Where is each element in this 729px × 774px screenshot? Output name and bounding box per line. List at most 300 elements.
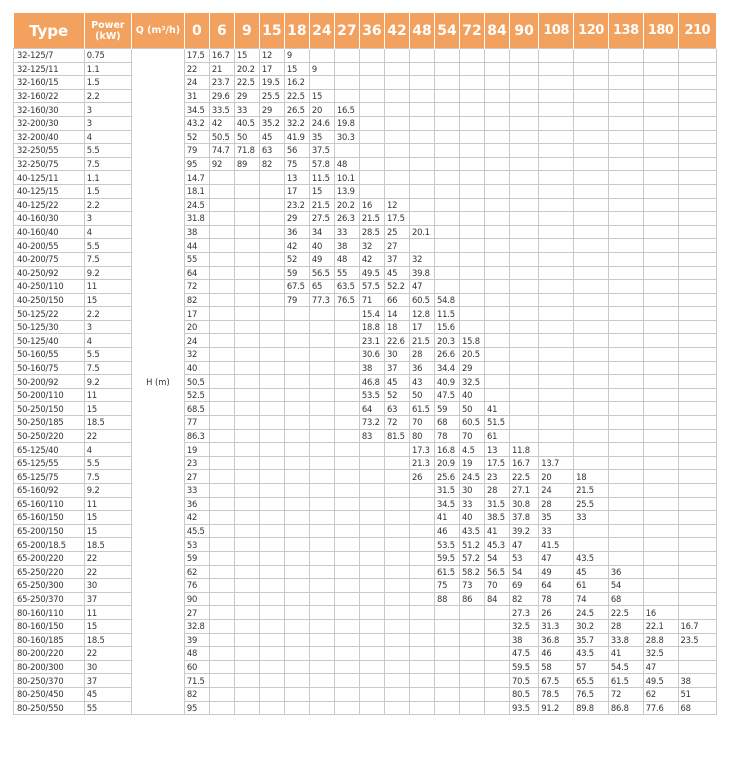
head-value-cell: 78.5 [539,687,574,701]
head-value-cell [574,320,609,334]
head-value-cell: 57.5 [359,280,384,294]
head-value-cell [284,416,309,430]
head-value-cell [259,388,284,402]
flow-rate-header: 90 [510,13,539,49]
head-value-cell [409,660,434,674]
head-value-cell: 33 [539,524,574,538]
head-value-cell [608,497,643,511]
head-value-cell [608,49,643,63]
head-value-cell [574,184,609,198]
head-value-cell: 43.2 [184,116,209,130]
power-cell: 7.5 [84,470,131,484]
head-value-cell: 44 [184,239,209,253]
table-row [14,687,717,701]
head-value-cell: 82 [259,157,284,171]
head-value-cell: 47.5 [510,647,539,661]
head-value-cell [539,130,574,144]
head-value-cell [284,538,309,552]
head-value-cell [459,116,484,130]
head-value-cell [574,89,609,103]
head-value-cell: 70.5 [510,674,539,688]
head-value-cell [643,130,678,144]
head-value-cell [485,266,510,280]
head-value-cell [209,388,234,402]
head-value-cell [259,293,284,307]
head-value-cell: 56.5 [309,266,334,280]
head-value-cell [334,551,359,565]
head-value-cell [574,334,609,348]
power-cell: 11 [84,388,131,402]
head-value-cell: 40 [309,239,334,253]
head-value-cell [234,484,259,498]
head-value-cell: 54 [510,565,539,579]
head-value-cell: 50.5 [184,375,209,389]
head-value-cell: 11.8 [510,443,539,457]
head-value-cell [209,402,234,416]
head-value-cell [209,266,234,280]
table-row [14,484,717,498]
head-value-cell [485,280,510,294]
head-value-cell [434,184,459,198]
head-value-cell [459,184,484,198]
head-value-cell [384,619,409,633]
head-value-cell: 26 [409,470,434,484]
head-value-cell: 61.5 [434,565,459,579]
head-value-cell [643,89,678,103]
power-cell: 22 [84,551,131,565]
head-value-cell: 12 [259,49,284,63]
head-value-cell [284,443,309,457]
head-value-cell [384,49,409,63]
head-value-cell: 27 [184,470,209,484]
head-value-cell [259,252,284,266]
head-value-cell [643,511,678,525]
head-value-cell [234,388,259,402]
head-value-cell [384,443,409,457]
head-value-cell [259,402,284,416]
head-value-cell: 9 [309,62,334,76]
head-value-cell [459,171,484,185]
table-row [14,198,717,212]
head-value-cell [284,579,309,593]
head-value-cell: 31.3 [539,619,574,633]
head-value-cell: 92 [209,157,234,171]
head-value-cell [359,579,384,593]
head-value-cell: 16.5 [334,103,359,117]
head-value-cell: 54 [608,579,643,593]
head-value-cell: 38 [184,225,209,239]
head-value-cell [434,701,459,715]
head-value-cell [643,320,678,334]
head-value-cell: 48 [184,647,209,661]
head-value-cell [284,361,309,375]
power-cell: 22 [84,429,131,443]
pump-type-cell: 32-200/40 [14,130,85,144]
head-value-cell [209,551,234,565]
pump-type-cell: 40-200/75 [14,252,85,266]
head-value-cell: 57.8 [309,157,334,171]
head-value-cell [409,484,434,498]
head-value-cell [678,592,716,606]
head-value-cell: 50 [409,388,434,402]
head-value-cell: 27.3 [510,606,539,620]
head-value-cell: 22.5 [234,76,259,90]
head-value-cell [334,62,359,76]
head-value-cell [309,307,334,321]
head-value-cell: 54.5 [608,660,643,674]
head-value-cell: 4.5 [459,443,484,457]
head-value-cell [209,252,234,266]
head-value-cell [539,76,574,90]
table-body [14,49,717,715]
head-value-cell: 22.5 [284,89,309,103]
head-value-cell: 20.9 [434,456,459,470]
head-value-cell [485,49,510,63]
head-value-cell: 26.5 [284,103,309,117]
head-value-cell [643,116,678,130]
pump-type-cell: 32-125/7 [14,49,85,63]
head-value-cell: 39 [184,633,209,647]
head-value-cell [209,456,234,470]
head-value-cell [359,470,384,484]
head-value-cell: 47.5 [434,388,459,402]
head-value-cell [359,484,384,498]
pump-type-cell: 80-250/550 [14,701,85,715]
head-value-cell [284,484,309,498]
power-cell: 2.2 [84,89,131,103]
head-value-cell [359,633,384,647]
head-value-cell [485,252,510,266]
head-value-cell [309,49,334,63]
head-value-cell: 48 [334,157,359,171]
head-value-cell: 16 [643,606,678,620]
head-value-cell [678,429,716,443]
table-row [14,184,717,198]
head-value-cell [409,89,434,103]
head-value-cell: 47 [510,538,539,552]
head-value-cell [574,375,609,389]
head-value-cell [539,49,574,63]
head-value-cell [510,416,539,430]
head-value-cell [539,239,574,253]
head-value-cell: 19 [459,456,484,470]
head-value-cell: 22.1 [643,619,678,633]
head-value-cell [409,701,434,715]
head-value-cell [608,456,643,470]
head-value-cell [678,388,716,402]
head-value-cell [284,701,309,715]
pump-type-cell: 50-125/30 [14,320,85,334]
head-value-cell: 35.2 [259,116,284,130]
pump-type-cell: 65-250/370 [14,592,85,606]
head-value-cell [334,606,359,620]
table-row [14,388,717,402]
head-value-cell [608,524,643,538]
head-value-cell [574,280,609,294]
head-value-cell [384,701,409,715]
head-value-cell [359,551,384,565]
head-value-cell [485,361,510,375]
head-value-cell: 16.7 [209,49,234,63]
pump-type-cell: 65-200/150 [14,524,85,538]
head-value-cell [434,674,459,688]
head-value-cell [678,538,716,552]
head-value-cell: 86.3 [184,429,209,443]
head-value-cell [459,280,484,294]
table-row [14,660,717,674]
head-value-cell: 66 [384,293,409,307]
head-value-cell [608,130,643,144]
head-value-cell [284,633,309,647]
head-value-cell [608,103,643,117]
head-value-cell [359,144,384,158]
head-value-cell [334,443,359,457]
head-value-cell [485,198,510,212]
head-value-cell: 51 [678,687,716,701]
head-value-cell [359,62,384,76]
head-value-cell [643,524,678,538]
head-value-cell [574,76,609,90]
head-value-cell: 21.5 [359,212,384,226]
pump-type-cell: 80-160/110 [14,606,85,620]
head-value-cell [678,103,716,117]
head-value-cell [608,184,643,198]
head-value-cell: 37.8 [510,511,539,525]
head-value-cell [409,592,434,606]
head-value-cell [309,388,334,402]
pump-type-cell: 50-160/75 [14,361,85,375]
head-value-cell: 78 [434,429,459,443]
power-cell: 18.5 [84,538,131,552]
power-cell: 9.2 [84,375,131,389]
head-value-cell [384,551,409,565]
head-value-cell [209,524,234,538]
power-cell: 55 [84,701,131,715]
head-value-cell [209,701,234,715]
head-value-cell: 71 [359,293,384,307]
flow-rate-header: 120 [574,13,609,49]
head-value-cell [209,280,234,294]
head-value-cell: 53.5 [359,388,384,402]
head-value-cell: 20.2 [334,198,359,212]
head-value-cell [334,701,359,715]
head-value-cell [209,592,234,606]
head-value-cell [459,701,484,715]
head-value-cell [678,239,716,253]
head-value-cell: 64 [539,579,574,593]
head-value-cell [574,348,609,362]
head-value-cell [678,212,716,226]
head-value-cell [384,674,409,688]
head-value-cell [539,212,574,226]
head-value-cell [234,293,259,307]
head-value-cell [359,456,384,470]
pump-type-cell: 65-160/92 [14,484,85,498]
head-value-cell: 59.5 [510,660,539,674]
table-row [14,348,717,362]
head-value-cell: 75 [284,157,309,171]
power-cell: 3 [84,103,131,117]
head-value-cell [309,497,334,511]
power-cell: 1.1 [84,171,131,185]
head-value-cell [485,674,510,688]
head-value-cell [434,62,459,76]
table-row [14,293,717,307]
head-value-cell: 24.5 [459,470,484,484]
head-value-cell [284,402,309,416]
head-value-cell [485,687,510,701]
head-value-cell [678,606,716,620]
head-value-cell [234,579,259,593]
head-value-cell [678,416,716,430]
head-value-cell: 77 [184,416,209,430]
head-value-cell: 37 [384,252,409,266]
head-value-cell: 45.3 [485,538,510,552]
head-value-cell [409,49,434,63]
head-value-cell [539,320,574,334]
head-value-cell [608,361,643,375]
head-value-cell [309,701,334,715]
head-value-cell: 56 [284,144,309,158]
head-value-cell [259,239,284,253]
head-value-cell: 45 [574,565,609,579]
head-value-cell [409,565,434,579]
head-value-cell [539,280,574,294]
head-value-cell [608,402,643,416]
head-value-cell [678,280,716,294]
head-value-cell: 61 [485,429,510,443]
head-value-cell [409,619,434,633]
head-value-cell [643,470,678,484]
head-value-cell: 47 [539,551,574,565]
head-value-cell [259,375,284,389]
head-value-cell [485,225,510,239]
head-value-cell: 11.5 [309,171,334,185]
head-value-cell: 21.5 [409,334,434,348]
head-value-cell [309,660,334,674]
head-value-cell: 20 [539,470,574,484]
head-value-cell [459,225,484,239]
head-value-cell: 41 [434,511,459,525]
head-value-cell [409,579,434,593]
head-value-cell [209,416,234,430]
head-value-cell: 61.5 [409,402,434,416]
head-value-cell [643,443,678,457]
head-value-cell [459,633,484,647]
head-value-cell [284,524,309,538]
head-value-cell: 41.5 [539,538,574,552]
head-value-cell [574,62,609,76]
table-row [14,212,717,226]
head-value-cell [259,565,284,579]
head-value-cell: 32.2 [284,116,309,130]
head-value-cell [409,62,434,76]
head-value-cell: 21 [209,62,234,76]
pump-type-cell: 50-200/110 [14,388,85,402]
head-value-cell [574,361,609,375]
head-value-cell [409,212,434,226]
head-value-cell [678,524,716,538]
head-value-cell [608,511,643,525]
head-value-cell [485,130,510,144]
head-value-cell [284,687,309,701]
head-value-cell: 33 [459,497,484,511]
head-value-cell [259,606,284,620]
head-value-cell: 58.2 [459,565,484,579]
power-cell: 7.5 [84,361,131,375]
head-value-cell [510,62,539,76]
head-value-cell [643,76,678,90]
head-value-cell [259,484,284,498]
head-value-cell: 15 [234,49,259,63]
head-value-cell: 40 [184,361,209,375]
head-value-cell: 43 [409,375,434,389]
head-value-cell: 84 [485,592,510,606]
head-value-cell: 24 [539,484,574,498]
head-value-cell [574,402,609,416]
table-row [14,76,717,90]
head-value-cell [334,633,359,647]
head-value-cell: 63.5 [334,280,359,294]
head-value-cell [359,538,384,552]
head-value-cell: 49 [539,565,574,579]
table-row [14,89,717,103]
head-value-cell: 91.2 [539,701,574,715]
pump-type-cell: 32-125/11 [14,62,85,76]
head-value-cell [485,293,510,307]
pump-performance-table-container [13,13,717,715]
head-value-cell [209,674,234,688]
head-value-cell: 36 [608,565,643,579]
head-value-cell: 32.5 [459,375,484,389]
power-cell: 1.5 [84,184,131,198]
head-value-cell: 50 [234,130,259,144]
pump-type-cell: 80-160/150 [14,619,85,633]
head-value-cell: 79 [184,144,209,158]
head-value-cell [510,225,539,239]
head-value-cell [643,293,678,307]
head-value-cell: 62 [184,565,209,579]
head-value-cell: 20.5 [459,348,484,362]
head-value-cell [539,89,574,103]
head-value-cell [485,116,510,130]
head-value-cell [678,647,716,661]
head-value-cell [309,524,334,538]
head-value-cell: 86.8 [608,701,643,715]
pump-type-cell: 32-250/55 [14,144,85,158]
head-value-cell [459,660,484,674]
head-value-cell [209,184,234,198]
head-value-cell [434,89,459,103]
head-value-cell [678,579,716,593]
head-value-cell: 34.4 [434,361,459,375]
head-value-cell: 26.6 [434,348,459,362]
head-value-cell: 15 [284,62,309,76]
head-value-cell [409,103,434,117]
head-value-cell [608,470,643,484]
head-value-cell [209,171,234,185]
head-value-cell [539,375,574,389]
head-value-cell [359,619,384,633]
pump-type-cell: 50-160/55 [14,348,85,362]
power-cell: 22 [84,647,131,661]
power-cell: 5.5 [84,144,131,158]
head-value-cell: 29 [234,89,259,103]
head-value-cell: 13 [485,443,510,457]
head-value-cell [334,524,359,538]
head-value-cell [234,198,259,212]
pump-type-cell: 80-200/300 [14,660,85,674]
